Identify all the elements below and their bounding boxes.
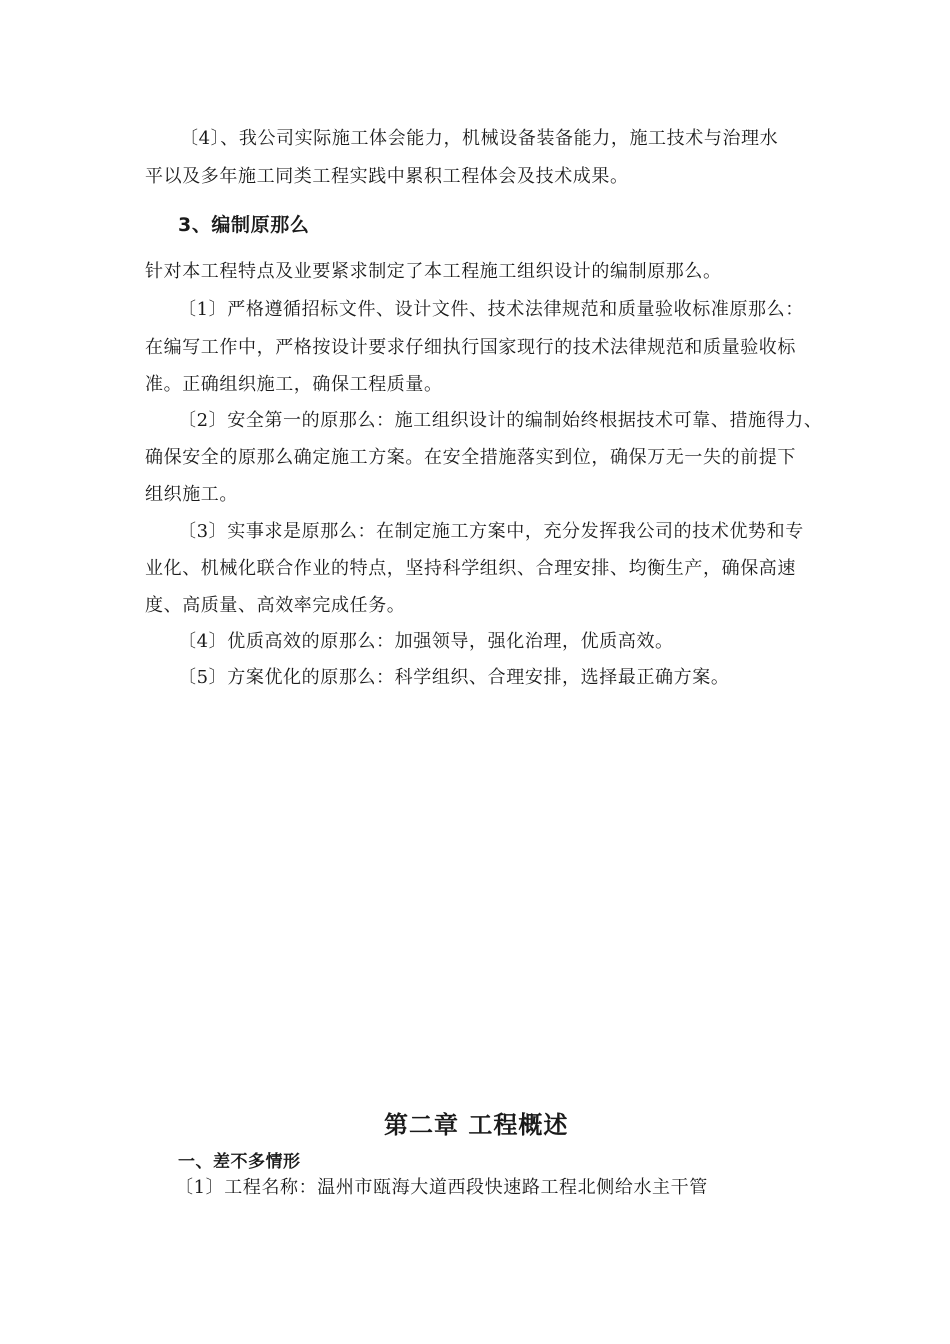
principle-2-line3: 组织施工。	[145, 484, 238, 505]
principle-2-line2: 确保安全的原那么确定施工方案。在安全措施落实到位，确保万无一失的前提下	[145, 447, 796, 468]
principle-3-line2: 业化、机械化联合作业的特点，坚持科学组织、合理安排、均衡生产，确保高速	[145, 558, 796, 579]
subsection-heading-basic-info: 一、差不多情形	[178, 1152, 301, 1172]
principle-1-line1: 〔1〕严格遵循招标文件、设计文件、技术法律规范和质量验收标准原那么：	[178, 299, 804, 320]
section-heading-compile-principles: 3、编制原那么	[178, 214, 310, 236]
paragraph-item4-line2: 平以及多年施工同类工程实践中累积工程体会及技术成果。	[145, 166, 629, 187]
paragraph-item4-line1: 〔4〕、我公司实际施工体会能力，机械设备装备能力，施工技术与治理水	[180, 128, 779, 149]
chapter-title: 第二章 工程概述	[384, 1111, 569, 1139]
principle-3-line1: 〔3〕实事求是原那么：在制定施工方案中，充分发挥我公司的技术优势和专	[178, 521, 804, 542]
principle-2-line1: 〔2〕安全第一的原那么：施工组织设计的编制始终根据技术可靠、措施得力、	[178, 410, 823, 431]
principle-1-line2: 在编写工作中，严格按设计要求仔细执行国家现行的技术法律规范和质量验收标	[145, 337, 796, 358]
project-name-line: 〔1〕工程名称：温州市瓯海大道西段快速路工程北侧给水主干管	[175, 1177, 708, 1198]
principle-1-line3: 准。正确组织施工，确保工程质量。	[145, 374, 443, 395]
principle-3-line3: 度、高质量、高效率完成任务。	[145, 595, 406, 616]
principle-4: 〔4〕优质高效的原那么：加强领导，强化治理，优质高效。	[178, 631, 674, 652]
principle-5: 〔5〕方案优化的原那么：科学组织、合理安排，选择最正确方案。	[178, 667, 730, 688]
section-intro: 针对本工程特点及业要紧求制定了本工程施工组织设计的编制原那么。	[145, 261, 722, 282]
